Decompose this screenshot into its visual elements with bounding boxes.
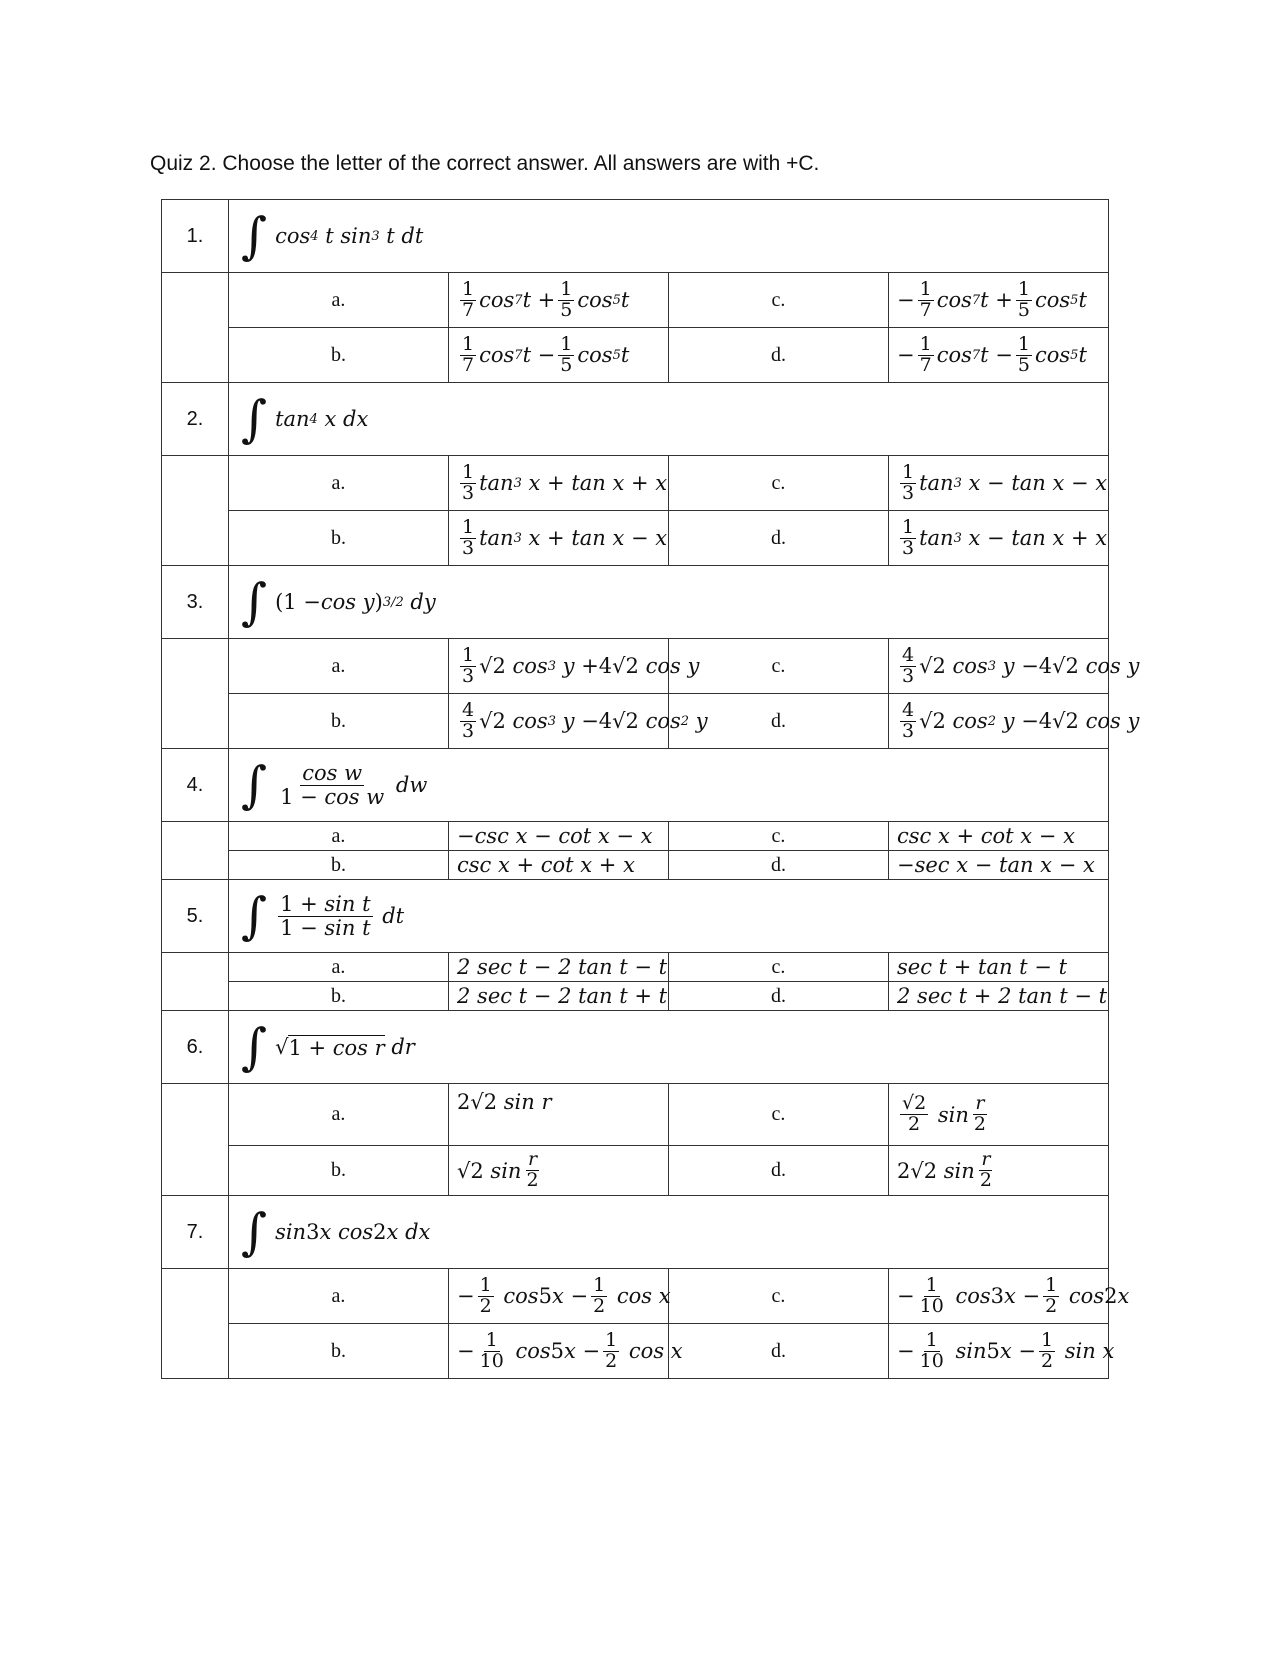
choice-expression[interactable]: 2 sec t − 2 tan t − t (449, 953, 669, 982)
choice-letter: c. (669, 953, 889, 982)
choice-letter: c. (669, 639, 889, 694)
choice-expression[interactable]: −csc x − cot x − x (449, 822, 669, 851)
choice-expression[interactable]: 2√2 sin r (449, 1084, 669, 1146)
choice-row (162, 639, 1109, 694)
choice-expression[interactable]: − $\frac{1}{10}$ cos 3 x − $\frac{1}{2}$ cos 2 x (889, 1269, 1109, 1324)
choice-row (162, 1084, 1109, 1146)
spacer-cell (162, 639, 229, 749)
question-integral (229, 566, 1109, 639)
choice-letter: b. (229, 511, 449, 566)
choice-letter: c. (669, 456, 889, 511)
choice-row (162, 511, 1109, 566)
choice-letter: c. (669, 1084, 889, 1146)
choice-row (162, 982, 1109, 1011)
integral-expression: ∫ tan 4 x dx (241, 390, 369, 448)
choice-expression[interactable]: $\frac{1}{7}$ cos 7 t + $\frac{1}{5}$ cos 5 t (449, 273, 669, 328)
choice-row (162, 273, 1109, 328)
choice-row (162, 1324, 1109, 1379)
question-number: 3. (162, 566, 229, 639)
choice-expression[interactable]: $\frac{4}{3}$ √2 cos 3 y − 4√2 cos 2 y (449, 694, 669, 749)
choice-expression[interactable]: 2 sec t + 2 tan t − t (889, 982, 1109, 1011)
question-integral (229, 383, 1109, 456)
choice-letter: d. (669, 982, 889, 1011)
question-number: 7. (162, 1196, 229, 1269)
choice-row (162, 1146, 1109, 1196)
integral-expression: ∫ $\frac{\text{cos w}}{\text{1 − cos w}}$ dw (241, 756, 428, 814)
choice-letter: a. (229, 953, 449, 982)
choice-expression[interactable]: $\frac{1}{3}$ tan 3 x + tan x + x (449, 456, 669, 511)
choice-letter: b. (229, 1324, 449, 1379)
choice-expression[interactable]: $\frac{1}{3}$ √2 cos 3 y + 4√2 cos y (449, 639, 669, 694)
choice-letter: b. (229, 328, 449, 383)
choice-expression[interactable]: $\frac{1}{3}$ tan 3 x − tan x + x (889, 511, 1109, 566)
choice-row (162, 694, 1109, 749)
choice-expression[interactable]: $\frac{1}{3}$ tan 3 x + tan x − x (449, 511, 669, 566)
question-number: 5. (162, 880, 229, 953)
choice-expression[interactable]: $\frac{4}{3}$ √2 cos 2 y − 4√2 cos y (889, 694, 1109, 749)
question-row (162, 566, 1109, 639)
choice-letter: d. (669, 328, 889, 383)
choice-letter: b. (229, 982, 449, 1011)
spacer-cell (162, 953, 229, 1011)
choice-expression[interactable]: 2√2 sin $\frac{r}{2}$ (889, 1146, 1109, 1196)
question-number: 1. (162, 200, 229, 273)
choice-row (162, 851, 1109, 880)
choice-letter: d. (669, 1146, 889, 1196)
spacer-cell (162, 1084, 229, 1196)
choice-row (162, 328, 1109, 383)
choice-letter: d. (669, 511, 889, 566)
choice-expression[interactable]: − $\frac{1}{7}$ cos 7 t − $\frac{1}{5}$ cos 5 t (889, 328, 1109, 383)
integral-expression: ∫ cos 4 t sin 3 t dt (241, 207, 424, 265)
choice-letter: a. (229, 639, 449, 694)
choice-expression[interactable]: sec t + tan t − t (889, 953, 1109, 982)
question-row (162, 880, 1109, 953)
choice-letter: b. (229, 1146, 449, 1196)
choice-letter: a. (229, 273, 449, 328)
choice-row (162, 953, 1109, 982)
integral-expression: ∫ sin 3 x cos 2 x dx (241, 1203, 431, 1261)
choice-expression[interactable]: √2 sin $\frac{r}{2}$ (449, 1146, 669, 1196)
choice-letter: c. (669, 273, 889, 328)
question-row (162, 1196, 1109, 1269)
choice-letter: a. (229, 1084, 449, 1146)
choice-expression[interactable]: $\frac{1}{7}$ cos 7 t − $\frac{1}{5}$ cos 5 t (449, 328, 669, 383)
choice-row (162, 456, 1109, 511)
question-integral (229, 1196, 1109, 1269)
question-number: 4. (162, 749, 229, 822)
integral-expression: ∫ (1 − cos y ) 3/2 dy (241, 573, 436, 631)
spacer-cell (162, 456, 229, 566)
question-number: 2. (162, 383, 229, 456)
choice-letter: a. (229, 1269, 449, 1324)
choice-letter: c. (669, 1269, 889, 1324)
question-row (162, 383, 1109, 456)
question-row (162, 1011, 1109, 1084)
choice-expression[interactable]: − $\frac{1}{2}$ cos 5 x − $\frac{1}{2}$ cos x (449, 1269, 669, 1324)
choice-expression[interactable]: −sec x − tan x − x (889, 851, 1109, 880)
choice-expression[interactable]: csc x + cot x − x (889, 822, 1109, 851)
question-row (162, 200, 1109, 273)
choice-letter: b. (229, 694, 449, 749)
quiz-title: Quiz 2. Choose the letter of the correct answer. All answers are with +C. (150, 152, 820, 175)
choice-expression[interactable]: csc x + cot x + x (449, 851, 669, 880)
spacer-cell (162, 822, 229, 880)
choice-letter: b. (229, 851, 449, 880)
choice-row (162, 822, 1109, 851)
choice-expression[interactable]: − $\frac{1}{10}$ cos 5 x − $\frac{1}{2}$ cos x (449, 1324, 669, 1379)
question-integral (229, 1011, 1109, 1084)
choice-expression[interactable]: 2 sec t − 2 tan t + t (449, 982, 669, 1011)
choice-letter: d. (669, 851, 889, 880)
choice-letter: a. (229, 822, 449, 851)
choice-letter: d. (669, 694, 889, 749)
question-integral (229, 200, 1109, 273)
choice-letter: a. (229, 456, 449, 511)
choice-row (162, 1269, 1109, 1324)
question-row (162, 749, 1109, 822)
question-number: 6. (162, 1011, 229, 1084)
choice-expression[interactable]: $\frac{1}{3}$ tan 3 x − tan x − x (889, 456, 1109, 511)
choice-expression[interactable]: − $\frac{1}{10}$ sin 5 x − $\frac{1}{2}$ sin x (889, 1324, 1109, 1379)
choice-expression[interactable]: − $\frac{1}{7}$ cos 7 t + $\frac{1}{5}$ cos 5 t (889, 273, 1109, 328)
spacer-cell (162, 273, 229, 383)
choice-letter: d. (669, 1324, 889, 1379)
choice-expression[interactable]: $\frac{4}{3}$ √2 cos 3 y − 4√2 cos y (889, 639, 1109, 694)
question-integral (229, 749, 1109, 822)
choice-expression[interactable]: $\frac{√2}{2}$ sin $\frac{r}{2}$ (889, 1084, 1109, 1146)
spacer-cell (162, 1269, 229, 1379)
integral-expression: ∫ √ 1 + cos r dr (241, 1018, 415, 1076)
quiz-table (161, 199, 1140, 1379)
integral-expression: ∫ $\frac{\text{1 + sin t}}{\text{1 − sin t}}$ dt (241, 887, 405, 945)
question-integral (229, 880, 1109, 953)
choice-letter: c. (669, 822, 889, 851)
